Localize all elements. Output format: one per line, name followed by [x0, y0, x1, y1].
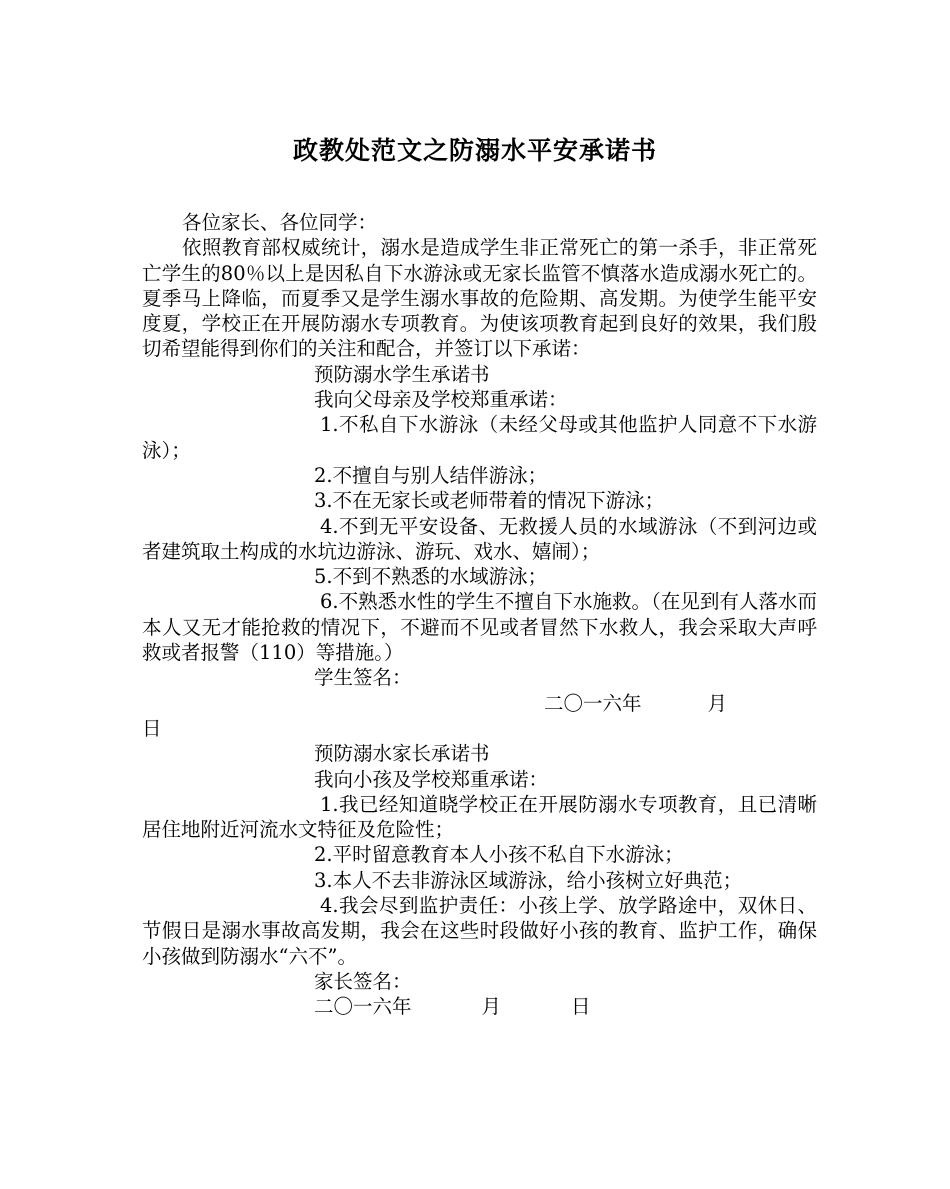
- parent-signature-label: 家长签名：: [314, 969, 412, 993]
- student-date-line: [142, 691, 817, 716]
- greeting: 各位家长、各位同学：: [182, 211, 378, 234]
- student-date-year: 二〇一六年: [544, 691, 642, 715]
- student-pledge-item: 1.不私自下水游泳（未经父母或其他监护人同意不下水游泳）；: [142, 413, 817, 462]
- parent-pledge-item: 3.本人不去非游泳区域游泳，给小孩树立好典范；: [314, 868, 743, 892]
- student-pledge-item: 4.不到无平安设备、无救援人员的水域游泳（不到河边或者建筑取土构成的水坑边游泳、游玩、戏水、嬉闹）；: [142, 514, 817, 563]
- student-date-day: 日: [142, 716, 162, 740]
- student-signature-label: 学生签名：: [314, 666, 412, 690]
- student-pledge-item: 6.不熟悉水性的学生不擅自下水施救。（在见到有人落水而本人又无才能抢救的情况下，不避而不见或者冒然下水救人，我会采取大声呼救或者报警（110）等措施。）: [142, 590, 817, 665]
- student-pledge-heading: 预防溺水学生承诺书: [314, 362, 490, 386]
- document-body: [142, 210, 817, 1020]
- parent-date-month: 月: [481, 995, 502, 1019]
- parent-pledge-intro: 我向小孩及学校郑重承诺：: [314, 767, 549, 791]
- intro-paragraph: 依照教育部权威统计，溺水是造成学生非正常死亡的第一杀手，非正常死亡学生的80％以上是因私自下水游泳或无家长监管不慎落水造成溺水死亡的。夏季马上降临，而夏季又是学生溺水事故的危险期、高发期。为使学生能平安度夏，学校正在开展防溺水专项教育。为使该项教育起到良好的效果，我们殷切希望能得到你们的关注和配合，并签订以下承诺：: [142, 236, 817, 361]
- parent-pledge-heading: 预防溺水家长承诺书: [314, 742, 490, 766]
- student-pledge-item: 3.不在无家长或老师带着的情况下游泳；: [314, 489, 665, 513]
- student-pledge-item: 2.不擅自与别人结伴游泳；: [314, 463, 548, 487]
- student-pledge-intro: 我向父母亲及学校郑重承诺：: [314, 388, 568, 412]
- parent-date-line: [142, 994, 817, 1019]
- parent-pledge-item: 4.我会尽到监护责任：小孩上学、放学路途中，双休日、节假日是溺水事故高发期，我会在这些时段做好小孩的教育、监护工作，确保小孩做到防溺水“六不”。: [142, 894, 817, 968]
- student-date-month: 月: [707, 691, 728, 715]
- student-pledge-item: 5.不到不熟悉的水域游泳；: [314, 565, 548, 589]
- parent-date-year: 二〇一六年: [314, 995, 412, 1019]
- parent-pledge-item: 2.平时留意教育本人小孩不私自下水游泳；: [314, 843, 684, 867]
- document-title: 政教处范文之防溺水平安承诺书: [292, 136, 657, 165]
- parent-date-day: 日: [571, 995, 591, 1019]
- parent-pledge-item: 1.我已经知道晓学校正在开展防溺水专项教育，且已清晰居住地附近河流水文特征及危险性；: [142, 792, 817, 842]
